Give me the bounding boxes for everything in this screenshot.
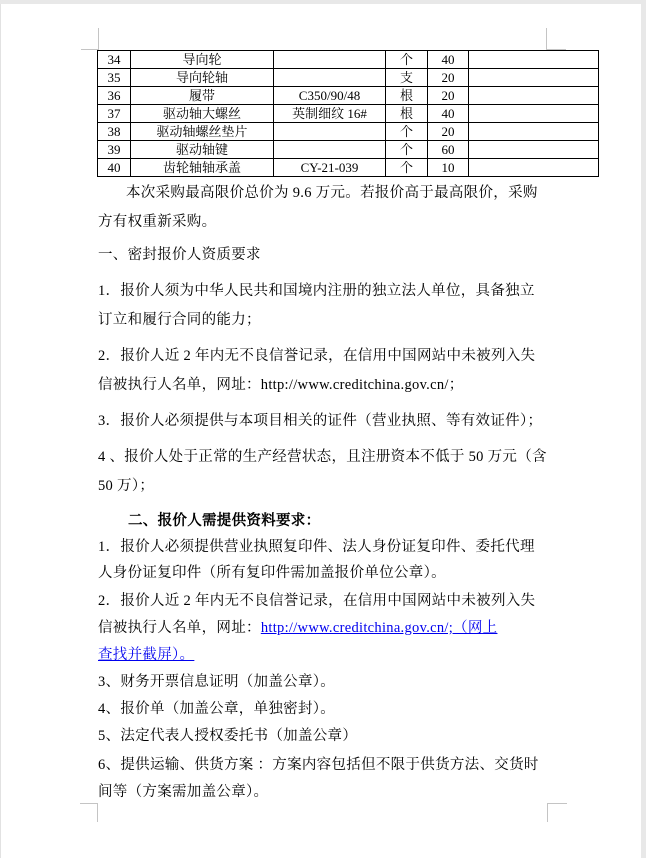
cell-row-number: 34 [98,51,131,69]
section2-heading: 二、报价人需提供资料要求： [128,513,321,529]
cell-note [469,123,599,141]
cell-spec: 英制细纹 16# [274,105,386,123]
viewport-right-edge [641,0,646,858]
paragraph-line: 4 、报价人处于正常的生产经营状态，且注册资本不低于 50 万元（含 [98,449,547,465]
table-row [98,51,599,69]
paragraph-line: 6、提供运输、供货方案 ：方案内容包括但不限于供货方法、交货时 [98,757,539,773]
section1-item4 [98,443,547,501]
paragraph-line: 本次采购最高限价总价为 9.6 万元。若报价高于最高限价，采购 [126,185,538,201]
creditchina-link-continued[interactable]: 查找并截屏）。 [98,647,195,663]
parts-table [97,50,599,177]
cell-item-name: 履带 [131,87,274,105]
cell-unit: 根 [386,87,428,105]
table-row [98,105,599,123]
paragraph-line [98,615,535,642]
margin-crop-mark-top-right [546,28,566,50]
cell-quantity: 10 [428,159,469,177]
cell-unit: 个 [386,51,428,69]
cell-item-name: 导向轮轴 [131,69,274,87]
cell-spec [274,141,386,159]
section2-item6 [98,752,539,806]
cell-item-name: 导向轮 [131,51,274,69]
section2-item4: 4、报价单（加盖公章，单独密封）。 [98,701,336,717]
cell-note [469,141,599,159]
section2-item2 [98,588,535,669]
paragraph-line: 方有权重新采购。 [98,214,217,230]
cell-row-number: 40 [98,159,131,177]
cell-spec: CY-21-039 [274,159,386,177]
margin-crop-mark-top-left [81,28,99,50]
viewport-left-edge [0,4,1,858]
paragraph-line: 信被执行人名单，网址：http://www.creditchina.gov.cn/； [98,377,464,393]
paragraph-line: 人身份证复印件（所有复印件需加盖报价单位公章）。 [98,565,446,581]
paragraph-line: 2．报价人近 2 年内无不良信誉记录，在信用中国网站中未被列入失 [98,348,536,364]
table-row [98,87,599,105]
section1-item2 [98,342,535,400]
creditchina-link[interactable]: http://www.creditchina.gov.cn/;（网上 [260,620,498,636]
cell-unit: 根 [386,105,428,123]
cell-quantity: 20 [428,87,469,105]
table-row [98,69,599,87]
cell-item-name: 驱动轴大螺丝 [131,105,274,123]
paragraph-line [98,642,535,669]
cell-note [469,87,599,105]
cell-note [469,105,599,123]
link-prefix-text: 信被执行人名单，网址： [98,620,261,636]
cell-unit: 个 [386,123,428,141]
paragraph-line: 间等（方案需加盖公章）。 [98,784,269,800]
table-row [98,159,599,177]
cell-item-name: 驱动轴螺丝垫片 [131,123,274,141]
section1-item1 [98,277,535,335]
cell-row-number: 36 [98,87,131,105]
section2-item1 [98,534,535,586]
paragraph-line: 1．报价人须为中华人民共和国境内注册的独立法人单位，具备独立 [98,283,535,299]
cell-note [469,159,599,177]
section1-heading: 一、密封报价人资质要求 [98,247,261,263]
cell-spec: C350/90/48 [274,87,386,105]
cell-note [469,69,599,87]
cell-quantity: 60 [428,141,469,159]
cell-spec [274,123,386,141]
cell-spec [274,51,386,69]
table-row [98,141,599,159]
paragraph-line: 订立和履行合同的能力； [98,312,261,328]
cell-row-number: 35 [98,69,131,87]
parts-table-body [98,51,599,177]
viewport-top-edge [0,0,646,4]
paragraph-line: 50 万）； [98,478,155,494]
table-row [98,123,599,141]
cell-quantity: 20 [428,69,469,87]
intro-paragraph [98,179,538,237]
cell-item-name: 驱动轴键 [131,141,274,159]
section2-item3: 3、财务开票信息证明（加盖公章）。 [98,674,336,690]
margin-crop-mark-bottom-right [547,803,567,822]
cell-item-name: 齿轮轴轴承盖 [131,159,274,177]
paragraph-line: 2．报价人近 2 年内无不良信誉记录，在信用中国网站中未被列入失 [98,593,536,609]
cell-row-number: 39 [98,141,131,159]
cell-quantity: 40 [428,51,469,69]
cell-row-number: 38 [98,123,131,141]
section1-item3: 3．报价人必须提供与本项目相关的证件（营业执照、等有效证件）； [98,413,543,429]
cell-note [469,51,599,69]
section2-item5: 5、法定代表人授权委托书（加盖公章） [98,728,358,744]
cell-quantity: 40 [428,105,469,123]
cell-quantity: 20 [428,123,469,141]
cell-row-number: 37 [98,105,131,123]
cell-spec [274,69,386,87]
margin-crop-mark-bottom-left [80,803,98,822]
cell-unit: 个 [386,141,428,159]
cell-unit: 支 [386,69,428,87]
paragraph-line: 1．报价人必须提供营业执照复印件、法人身份证复印件、委托代理 [98,539,535,555]
cell-unit: 个 [386,159,428,177]
